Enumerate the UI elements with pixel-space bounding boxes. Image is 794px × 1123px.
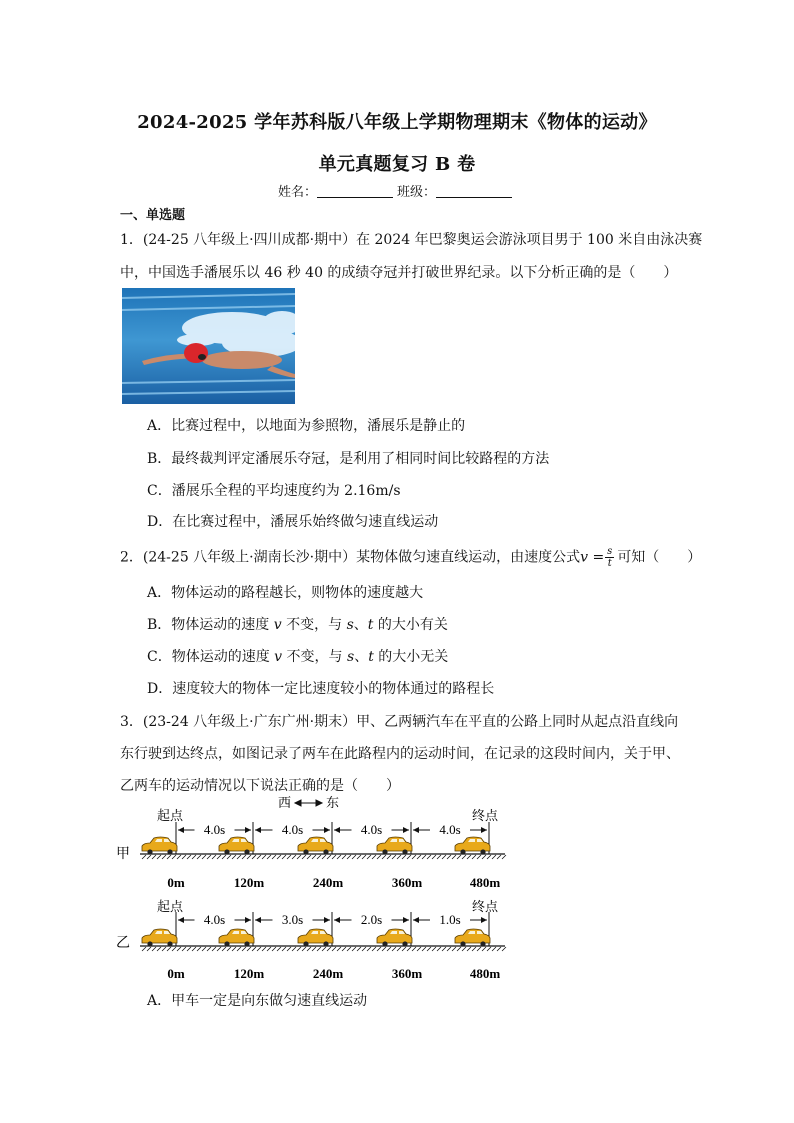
name-blank[interactable] [317,185,393,198]
page-subtitle: 单元真题复习 B 卷 [318,154,476,175]
q2-option-c-v: v [274,649,283,665]
car-icon [377,837,412,855]
position-label: 120m [233,875,265,890]
time-label: 4.0s [439,822,461,837]
q3-stem-line3: 乙两车的运动情况以下说法正确的是（ ） [120,778,400,794]
track-b-end-label: 终点 [472,899,499,914]
q2-option-b-v: v [273,617,282,633]
car-icon [298,837,333,855]
position-label: 480m [469,966,501,981]
direction-east-label: 东 [326,795,340,810]
time-interval [255,822,330,837]
q2-option-c-part3: 、 [354,649,369,665]
q2-stem [120,546,701,569]
track-b-ground [140,946,506,951]
q3-stem-line1: 3．(23-24 八年级上·广东广州·期末）甲、乙两辆汽车在平直的公路上同时从起点沿直线向 [120,714,679,730]
student-info-line [0,181,794,200]
track-a-positions [167,875,500,890]
car-icon [377,929,412,947]
q3-option-a[interactable]: A．甲车一定是向东做匀速直线运动 [147,993,368,1009]
q2-option-c-s: s [347,649,355,665]
position-label: 0m [167,875,185,890]
q2-option-b-part4: 的大小有关 [373,617,448,633]
track-b-positions [167,966,500,981]
position-label: 0m [167,966,185,981]
q3-stem-line2: 东行驶到达终点，如图记录了两车在此路程内的运动时间，在记录的这段时间内，关于甲、 [120,746,680,762]
position-label: 240m [312,966,344,981]
time-label: 1.0s [439,912,461,927]
time-label: 4.0s [203,912,226,927]
q1-option-a[interactable]: A．比赛过程中，以地面为参照物，潘展乐是静止的 [147,418,466,434]
time-interval [178,822,251,837]
q2-stem-suffix: 可知（ ） [617,549,702,566]
q2-formula-denominator: t [607,558,612,569]
track-b-cars [142,929,490,947]
q2-option-c-part2: 不变，与 [282,649,347,665]
position-label: 240m [312,875,344,890]
time-label: 4.0s [281,822,304,837]
position-label: 480m [469,875,501,890]
q1-option-c[interactable]: C．潘展乐全程的平均速度约为 2.16m/s [147,483,401,499]
page-title: 2024-2025 学年苏科版八年级上学期物理期末《物体的运动》 [137,112,657,133]
time-interval [413,822,487,837]
car-icon [142,837,177,855]
car-icon [298,929,333,947]
time-interval [255,912,330,927]
car-icon [142,929,177,947]
q2-option-a[interactable]: A．物体运动的路程越长，则物体的速度越大 [147,585,424,601]
q1-stem-line2: 中，中国选手潘展乐以 46 秒 40 的成绩夺冠并打破世界纪录。以下分析正确的是（ ） [120,265,678,281]
q2-option-b-part3: 、 [353,617,368,633]
track-a-start-label: 起点 [157,808,184,823]
car-icon [219,929,254,947]
q2-option-d[interactable]: D．速度较大的物体一定比速度较小的物体通过的路程长 [147,681,495,697]
q2-option-c-t: t [368,649,374,665]
car-icon [455,837,490,855]
q1-stem-line1: 1．(24-25 八年级上·四川成都·期中）在 2024 年巴黎奥运会游泳项目男于 100 米自由泳决赛 [120,232,703,248]
q2-option-b-s: s [346,617,354,633]
q2-formula-fraction [605,546,614,569]
car-icon [455,929,490,947]
direction-west-label: 西 [278,795,292,810]
section-title: 一、单选题 [120,208,186,223]
class-blank[interactable] [436,185,512,198]
q2-formula-lhs: v = [580,549,605,566]
motion-diagram [110,790,530,990]
time-interval [178,912,251,927]
name-label: 姓名： [277,185,317,200]
q2-option-b-t: t [367,617,374,633]
car-b-label: 乙 [116,936,130,951]
swimmer-photo [122,288,295,404]
track-a-cars [142,837,490,855]
position-label: 120m [233,966,265,981]
track-a-end-label: 终点 [472,808,499,823]
q2-option-c-part4: 的大小无关 [373,649,449,665]
time-label: 4.0s [203,822,226,837]
time-interval [413,912,487,927]
position-label: 360m [391,875,423,890]
direction-arrow-icon [295,800,322,806]
position-label: 360m [391,966,423,981]
q2-option-b[interactable] [147,614,448,634]
time-label: 4.0s [360,822,383,837]
q1-option-b[interactable]: B．最终裁判评定潘展乐夺冠，是利用了相同时间比较路程的方法 [147,451,550,467]
time-label: 3.0s [281,912,304,927]
q2-option-c-part1: C．物体运动的速度 [147,649,275,665]
q2-option-b-part1: B．物体运动的速度 [147,617,274,633]
car-icon [219,837,254,855]
track-b-start-label: 起点 [157,899,184,914]
class-label: 班级： [397,185,437,200]
q1-option-d[interactable]: D．在比赛过程中，潘展乐始终做匀速直线运动 [147,514,439,530]
time-interval [334,822,409,837]
time-label: 2.0s [360,912,383,927]
q2-stem-prefix: 2．(24-25 八年级上·湖南长沙·期中）某物体做匀速直线运动，由速度公式 [120,549,581,566]
q2-option-b-part2: 不变，与 [281,617,347,633]
q2-formula-numerator: s [607,546,613,557]
q2-option-c[interactable] [147,646,448,666]
car-a-label: 甲 [116,847,130,862]
time-interval [334,912,409,927]
track-a-ground [140,854,506,859]
